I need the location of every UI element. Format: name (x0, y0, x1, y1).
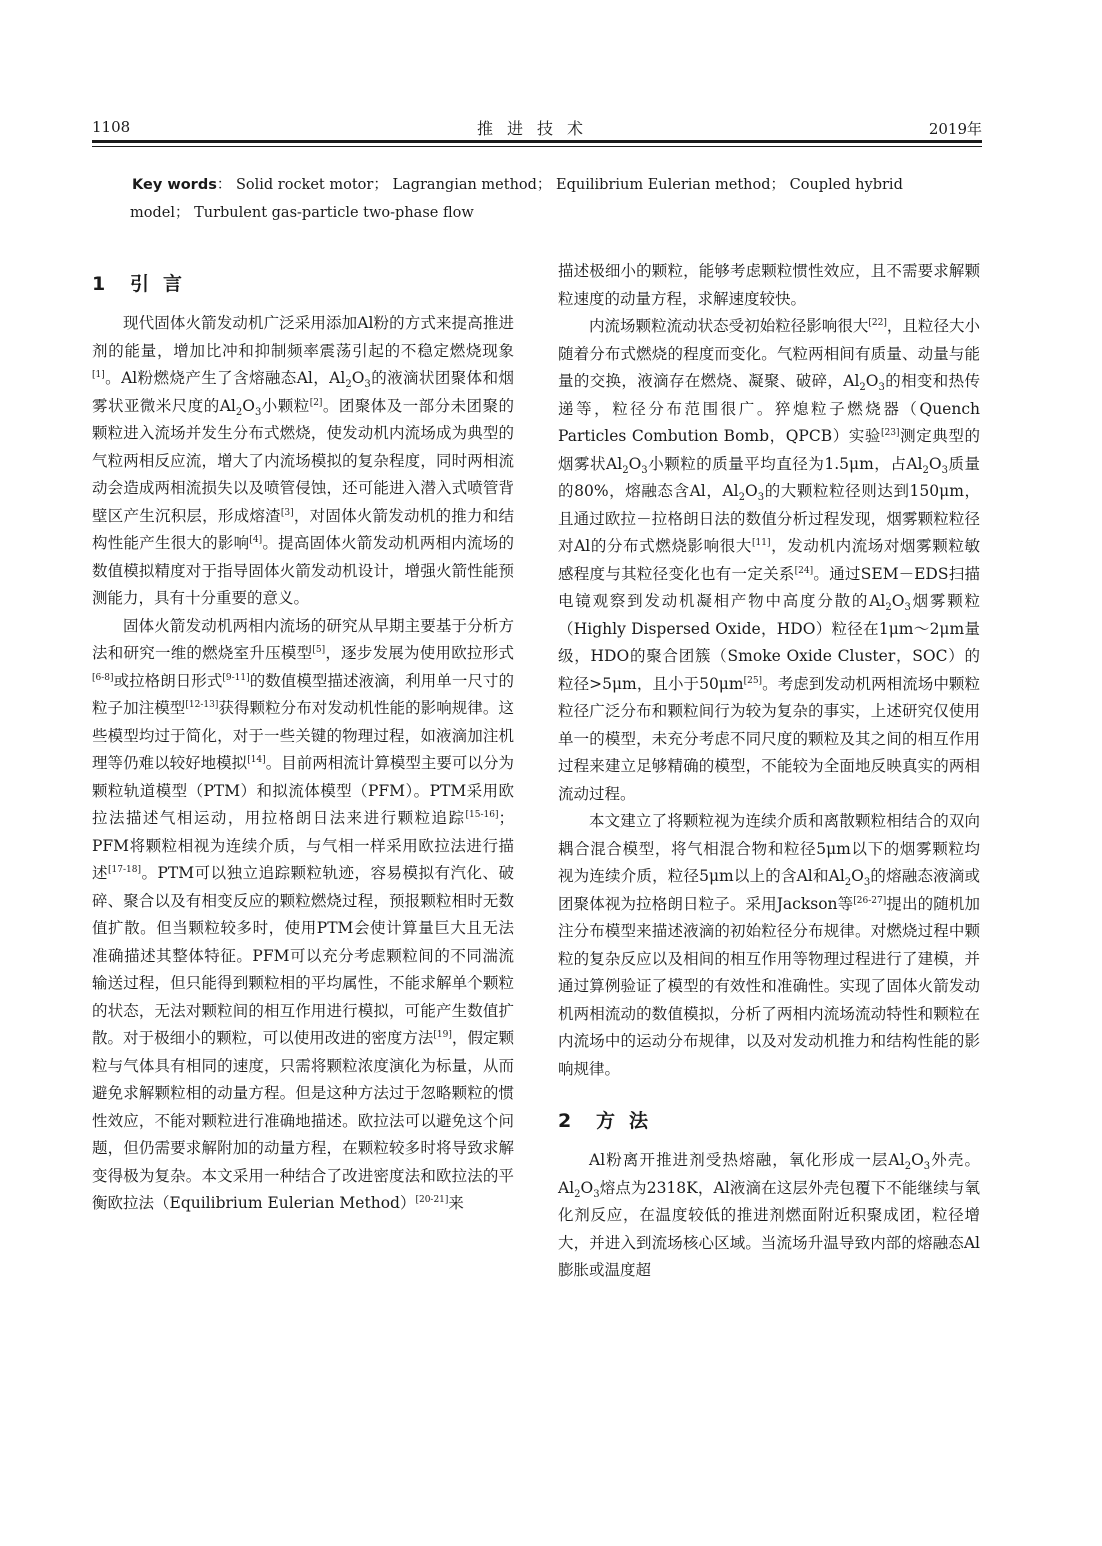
citation[interactable]: [9-11] (222, 672, 250, 683)
header-rule-thick (92, 140, 982, 143)
keywords-line1: ： Solid rocket motor； Lagrangian method； Equilibrium Eulerian method； Coupled hybrid (216, 177, 903, 193)
right-column (558, 258, 980, 1285)
keywords-line2: model； Turbulent gas-particle two-phase flow (130, 205, 474, 221)
citation[interactable]: [11] (752, 537, 771, 548)
citation[interactable]: [6-8] (92, 672, 114, 683)
paragraph-continued: 描述极细小的颗粒，能够考虑颗粒惯性效应，且不需要求解颗粒速度的动量方程，求解速度较快。 (558, 262, 980, 308)
section-title: 引言 (130, 273, 197, 295)
citation[interactable]: [23] (881, 427, 900, 438)
paragraph-intro-3: 内流场颗粒流动状态受初始粒径影响很大[22]，且粒径大小随着分布式燃烧的程度而变化。气粒两相间有质量、动量与能量的交换，液滴存在燃烧、凝聚、破碎，$Al_2O_3$的相变和热传递等，粒径分布范围很广。猝熄粒子燃烧器（Quench Particles Combution Bomb，QPCB）实验[23]测定典型的烟雾状$Al_2O_3$小颗粒的质量平均直径为1.5μm，占$Al_2O_3$质量的80%，熔融态含Al，$Al_2O_3$的大颗粒粒径则达到150μm，且通过欧拉－拉格朗日法的数值分析过程发现，烟雾颗粒粒径对Al的分布式燃烧影响很大[11]，发动机内流场对烟雾颗粒敏感程度与其粒径变化也有一定关系[24]。通过SEM－EDS扫描电镜观察到发动机凝相产物中高度分散的$Al_2O_3$烟雾颗粒（Highly Dispersed Oxide，HDO）粒径在1μm～2μm量级，HDO的聚合团簇（Smoke Oxide Cluster，SOC）的粒径>5μm，且小于50μm[25]。考虑到发动机两相流场中颗粒粒径广泛分布和颗粒间行为较为复杂的事实，上述研究仅使用单一的模型，未充分考虑不同尺度的颗粒及其之间的相互作用过程来建立足够精确的模型，不能较为全面地反映真实的两相流动过程。 (558, 317, 980, 803)
section-heading-introduction (92, 258, 514, 310)
citation[interactable]: [1] (92, 369, 105, 380)
citation[interactable]: [17-18] (108, 864, 141, 875)
citation[interactable]: [14] (247, 754, 266, 765)
keywords-label: Key words (132, 177, 217, 193)
left-column (92, 258, 514, 1218)
keywords-block (130, 171, 962, 221)
citation[interactable]: [3] (280, 507, 294, 518)
section-number: 2 (558, 1110, 572, 1132)
citation[interactable]: [4] (249, 534, 263, 545)
publication-year: 2019年 (928, 120, 982, 138)
paragraph-method-1: Al粉离开推进剂受热熔融，氧化形成一层$Al_2O_3$外壳。$Al_2O_3$熔点为2318K，Al液滴在这层外壳包覆下不能继续与氧化剂反应，在温度较低的推进剂燃面附近积聚成团，粒径增大，并进入到流场核心区域。当流场升温导致内部的熔融态Al膨胀或温度超 (558, 1151, 980, 1279)
page-number: 1108 (92, 118, 131, 136)
paragraph-intro-2: 固体火箭发动机两相内流场的研究从早期主要基于分析方法和研究一维的燃烧室升压模型[5]，逐步发展为使用欧拉形式[6-8]或拉格朗日形式[9-11]的数值模型描述液滴，利用单一尺寸的粒子加注模型[12-13]获得颗粒分布对发动机性能的影响规律。这些模型均过于简化，对于一些关键的物理过程，如液滴加注机理等仍难以较好地模拟[14]。目前两相流计算模型主要可以分为颗粒轨道模型（PTM）和拟流体模型（PFM）。PTM采用欧拉法描述气相运动，用拉格朗日法来进行颗粒追踪[15-16]；PFM将颗粒相视为连续介质，与气相一样采用欧拉法进行描述[17-18]。PTM可以独立追踪颗粒轨迹，容易模拟有汽化、破碎、聚合以及有相变反应的颗粒燃烧过程，预报颗粒相时无数值扩散。但当颗粒较多时，使用PTM会使计算量巨大且无法准确描述其整体特征。PFM可以充分考虑颗粒间的不同湍流输送过程，但只能得到颗粒相的平均属性，不能求解单个颗粒的状态，无法对颗粒间的相互作用进行模拟，可能产生数值扩散。对于极细小的颗粒，可以使用改进的密度方法[19]，假定颗粒与气体具有相同的速度，只需将颗粒浓度演化为标量，从而避免求解颗粒相的动量方程。但是这种方法过于忽略颗粒的惯性效应，不能对颗粒进行准确地描述。欧拉法可以避免这个问题，但仍需要求解附加的动量方程，在颗粒较多时将导致求解变得极为复杂。本文采用一种结合了改进密度法和欧拉法的平衡欧拉法（Equilibrium Eulerian Method）[20-21]来 (92, 616, 514, 1212)
paragraph-intro-4: 本文建立了将颗粒视为连续介质和离散颗粒相结合的双向耦合混合模型，将气相混合物和粒径5μm以下的烟雾颗粒均视为连续介质，粒径5μm以上的含Al和$Al_2O_3$的熔融态液滴或团聚体视为拉格朗日粒子。采用Jackson等[26-27]提出的随机加注分布模型来描述液滴的初始粒径分布规律。对燃烧过程中颗粒的复杂反应以及相间的相互作用等物理过程进行了建模，并通过算例验证了模型的有效性和准确性。实现了固体火箭发动机两相流动的数值模拟，分析了两相内流场流动特性和颗粒在内流场中的运动分布规律，以及对发动机推力和结构性能的影响规律。 (558, 812, 980, 1078)
section-title: 方法 (596, 1110, 663, 1132)
section-number: 1 (92, 273, 106, 295)
citation[interactable]: [26-27] (853, 895, 887, 906)
citation[interactable]: [15-16] (465, 809, 499, 820)
paragraph-intro-1: 现代固体火箭发动机广泛采用添加Al粉的方式来提高推进剂的能量，增加比冲和抑制频率震荡引起的不稳定燃烧现象[1]。Al粉燃烧产生了含熔融态Al，$Al_2O_3$的液滴状团聚体和烟雾状亚微米尺度的$Al_2O_3$小颗粒[2]。团聚体及一部分未团聚的颗粒进入流场并发生分布式燃烧，使发动机内流场成为典型的气粒两相反应流，增大了内流场模拟的复杂程度，同时两相流动会造成两相流损失以及喷管侵蚀，还可能进入潜入式喷管背壁区产生沉积层，形成熔渣[3]，对固体火箭发动机的推力和结构性能产生很大的影响[4]。提高固体火箭发动机两相内流场的数值模拟精度对于指导固体火箭发动机设计，增强火箭性能预测能力，具有十分重要的意义。 (92, 314, 514, 607)
citation[interactable]: [24] (794, 565, 814, 576)
section-heading-method (558, 1095, 980, 1147)
citation[interactable]: [19] (433, 1029, 452, 1040)
citation[interactable]: [22] (868, 317, 887, 328)
journal-title: 推进技术 (476, 119, 597, 138)
citation[interactable]: [25] (743, 675, 763, 686)
header-rule-thin (92, 146, 982, 147)
citation[interactable]: [5] (312, 644, 326, 655)
citation[interactable]: [20-21] (415, 1194, 449, 1205)
citation[interactable]: [12-13] (185, 699, 219, 710)
citation[interactable]: [2] (309, 397, 323, 408)
